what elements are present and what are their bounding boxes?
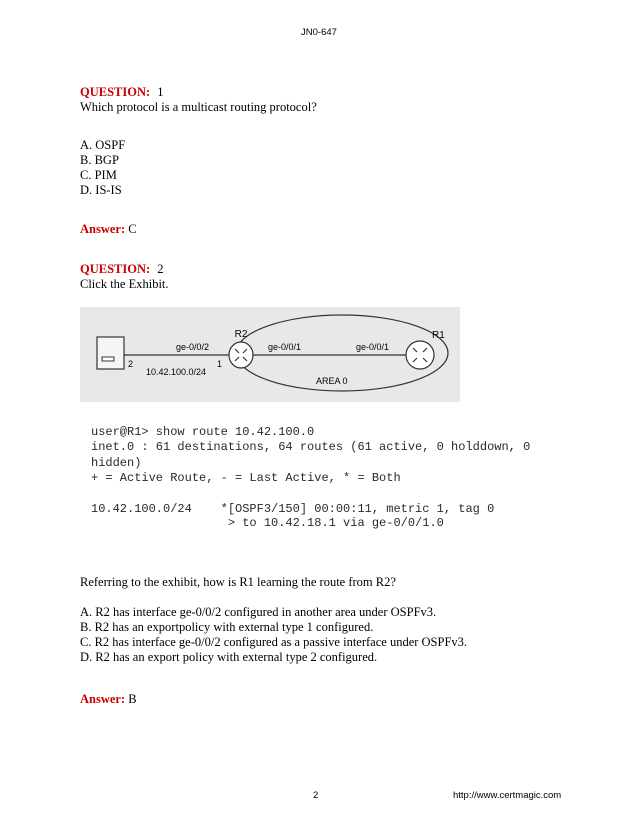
question-1-heading [80, 85, 164, 100]
router-r2-icon [229, 342, 253, 368]
interface-left-label: ge-0/0/2 [176, 342, 210, 352]
question-label: QUESTION: [80, 85, 151, 99]
question-1-text: Which protocol is a multicast routing protocol? [80, 100, 317, 114]
router-r2-label: R2 [234, 329, 248, 340]
host-icon [97, 337, 124, 369]
cli-line: > to 10.42.18.1 via ge-0/0/1.0 [91, 516, 444, 530]
question-number: 1 [157, 85, 164, 99]
question-2-text: Click the Exhibit. [80, 277, 169, 291]
cli-line: inet.0 : 61 destinations, 64 routes (61 active, 0 holddown, 0 [91, 440, 531, 454]
area-label: AREA 0 [316, 376, 348, 386]
port-number-2: 2 [128, 359, 134, 369]
q2-option-b: B. R2 has an exportpolicy with external type 1 configured. [80, 620, 374, 634]
router-r1-icon [406, 341, 434, 369]
page-number: 2 [313, 790, 319, 801]
subnet-label: 10.42.100.0/24 [146, 367, 207, 377]
cli-output [80, 415, 530, 555]
question-2-prompt: Referring to the exhibit, how is R1 learning the route from R2? [80, 575, 396, 589]
cli-line: user@R1> show route 10.42.100.0 [91, 425, 315, 439]
question-2-heading [80, 262, 164, 277]
network-exhibit [80, 307, 460, 402]
interface-right-label: ge-0/0/1 [356, 342, 390, 352]
port-number-1: 1 [217, 359, 223, 369]
q1-option-c: C. PIM [80, 168, 117, 182]
interface-mid-label: ge-0/0/1 [268, 342, 302, 352]
router-r1-label: R1 [432, 330, 445, 341]
q2-option-d: D. R2 has an export policy with external type 2 configured. [80, 650, 378, 664]
q1-option-d: D. IS-IS [80, 183, 122, 197]
cli-line: + = Active Route, - = Last Active, * = Both [91, 471, 401, 485]
q2-answer [80, 692, 137, 707]
q2-option-a: A. R2 has interface ge-0/0/2 configured in another area under OSPFv3. [80, 605, 437, 619]
footer-url: http://www.certmagic.com [453, 790, 562, 801]
q1-answer [80, 222, 137, 237]
question-number: 2 [157, 262, 164, 276]
cli-line: hidden) [91, 456, 142, 470]
page-header-title: JN0-647 [301, 27, 337, 38]
answer-value: B [128, 692, 137, 706]
question-label: QUESTION: [80, 262, 151, 276]
host-icon-slot [102, 357, 114, 361]
answer-label: Answer: [80, 692, 126, 706]
network-diagram [80, 307, 460, 402]
answer-label: Answer: [80, 222, 126, 236]
cli-line: 10.42.100.0/24 *[OSPF3/150] 00:00:11, metric 1, tag 0 [91, 502, 495, 516]
q2-option-c: C. R2 has interface ge-0/0/2 configured as a passive interface under OSPFv3. [80, 635, 468, 649]
answer-value: C [128, 222, 137, 236]
q1-option-b: B. BGP [80, 153, 119, 167]
q1-option-a: A. OSPF [80, 138, 126, 152]
